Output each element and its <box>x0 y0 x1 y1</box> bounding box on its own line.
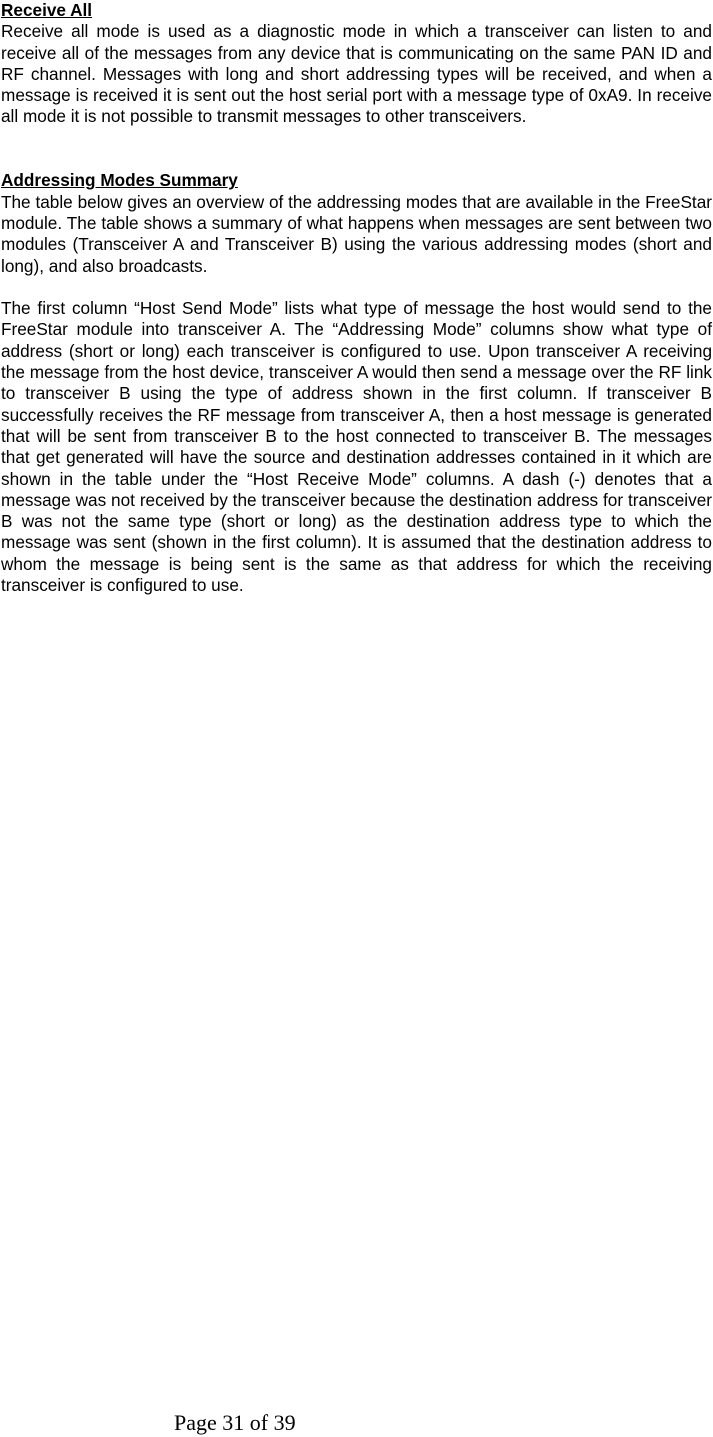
receive-all-section <box>1 0 712 128</box>
addressing-modes-summary-section <box>1 170 712 596</box>
addressing-modes-summary-heading: Addressing Modes Summary <box>1 170 238 191</box>
page-number-footer: Page 31 of 39 <box>174 1410 296 1435</box>
receive-all-heading: Receive All <box>1 0 93 20</box>
addressing-modes-paragraph-2: The first column “Host Send Mode” lists what type of message the host would send to the FreeStar module into transceiver A. The “Addressing Mode” columns show what type of address (short or long) each transceiver is configured to use. Upon transceiver A receiving the message from the host device, transceiver A would then send a message over the RF link to transceiver B using the type of address shown in the first column. If transceiver B successfully receives the RF message from transceiver A, then a host message is generated that will be sent from transceiver B to the host connected to transceiver B. The messages that get generated will have the source and destination addresses contained in it which are shown in the table under the “Host Receive Mode” columns. A dash (-) denotes that a message was not received by the transceiver because the destination address for transceiver B was not the same type (short or long) as the destination address type to which the message was sent (shown in the first column). It is assumed that the destination address to whom the message is being sent is the same as that address for which the receiving transceiver is configured to use. <box>1 298 712 596</box>
receive-all-paragraph: Receive all mode is used as a diagnostic mode in which a transceiver can listen to and receive all of the messages from any device that is communicating on the same PAN ID and RF channel. Messages with long and short addressing types will be received, and when a message is received it is sent out the host serial port with a message type of 0xA9. In receive all mode it is not possible to transmit messages to other transceivers. <box>1 21 712 127</box>
page-content <box>1 0 712 596</box>
addressing-modes-paragraph-1: The table below gives an overview of the addressing modes that are available in the FreeStar module. The table shows a summary of what happens when messages are sent between two modules (Transceiver A and Transceiver B) using the various addressing modes (short and long), and also broadcasts. <box>1 191 712 276</box>
paragraph-spacer <box>1 277 712 298</box>
section-spacer <box>1 128 712 171</box>
